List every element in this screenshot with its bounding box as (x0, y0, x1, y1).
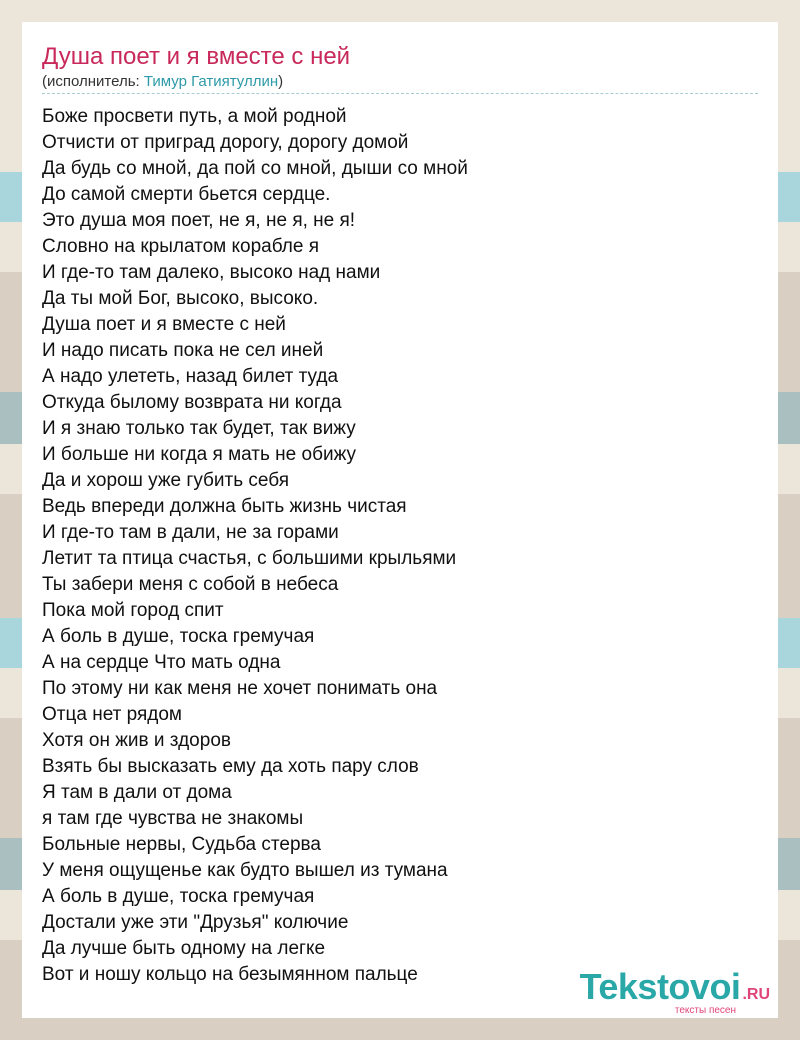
lyric-line: Да ты мой Бог, высоко, высоко. (42, 288, 319, 309)
lyric-line: Взять бы высказать ему да хоть пару слов (42, 756, 419, 777)
lyric-line: Отчисти от приград дорогу, дорогу домой (42, 132, 409, 153)
site-logo[interactable] (579, 966, 770, 1016)
lyric-line: Пока мой город спит (42, 600, 224, 621)
lyric-line: Достали уже эти "Друзья" колючие (42, 912, 349, 933)
lyric-line: По этому ни как меня не хочет понимать она (42, 678, 438, 699)
lyric-line: И я знаю только так будет, так вижу (42, 418, 356, 439)
lyric-line: Душа поет и я вместе с ней (42, 314, 286, 335)
lyric-line: Я там в дали от дома (42, 782, 232, 803)
lyric-line: У меня ощущенье как будто вышел из тумана (42, 860, 448, 881)
logo-tagline: тексты песен (674, 1005, 736, 1016)
lyric-line: я там где чувства не знакомы (42, 808, 304, 829)
lyric-line: Вот и ношу кольцо на безымянном пальце (42, 964, 418, 985)
lyric-line: Да лучше быть одному на легке (42, 938, 326, 959)
lyric-line: До самой смерти бьется сердце. (42, 184, 331, 205)
lyric-line: Словно на крылатом корабле я (42, 236, 320, 257)
lyric-line: И больше ни когда я мать не обижу (42, 444, 357, 465)
lyric-line: Больные нервы, Судьба стерва (42, 834, 321, 855)
lyric-line: Ведь впереди должна быть жизнь чистая (42, 496, 407, 517)
lyric-line: А на сердце Что мать одна (42, 652, 281, 673)
lyric-line: Летит та птица счастья, с большими крыльями (42, 548, 457, 569)
lyrics-card (22, 22, 778, 1018)
lyric-line: И где-то там далеко, высоко над нами (42, 262, 381, 283)
lyric-line: Хотя он жив и здоров (42, 730, 231, 751)
logo-tld: .RU (742, 986, 770, 1003)
performer-suffix: ) (278, 73, 284, 90)
performer-prefix: (исполнитель: (42, 73, 144, 90)
lyric-line: Это душа моя поет, не я, не я, не я! (42, 210, 356, 231)
lyric-line: Откуда былому возврата ни когда (42, 392, 342, 413)
lyric-line: А надо улететь, назад билет туда (42, 366, 339, 387)
lyric-line: И где-то там в дали, не за горами (42, 522, 339, 543)
lyric-line: А боль в душе, тоска гремучая (42, 626, 315, 647)
lyric-line: И надо писать пока не сел иней (42, 340, 324, 361)
lyric-line: Боже просвети путь, а мой родной (42, 106, 347, 127)
song-title: Душа поет и я вместе с ней (42, 43, 351, 70)
lyric-line: Ты забери меня с собой в небеса (42, 574, 339, 595)
lyric-line: Отца нет рядом (42, 704, 182, 725)
lyrics-text (42, 104, 758, 988)
title-divider (42, 93, 758, 94)
lyric-line: Да будь со мной, да пой со мной, дыши со мной (42, 158, 468, 179)
lyric-line: А боль в душе, тоска гремучая (42, 886, 315, 907)
performer-line (42, 73, 283, 91)
lyric-line: Да и хорош уже губить себя (42, 470, 290, 491)
artist-link[interactable]: Тимур Гатиятуллин (143, 73, 279, 90)
logo-wordmark: Tekstovoi (579, 966, 741, 1007)
